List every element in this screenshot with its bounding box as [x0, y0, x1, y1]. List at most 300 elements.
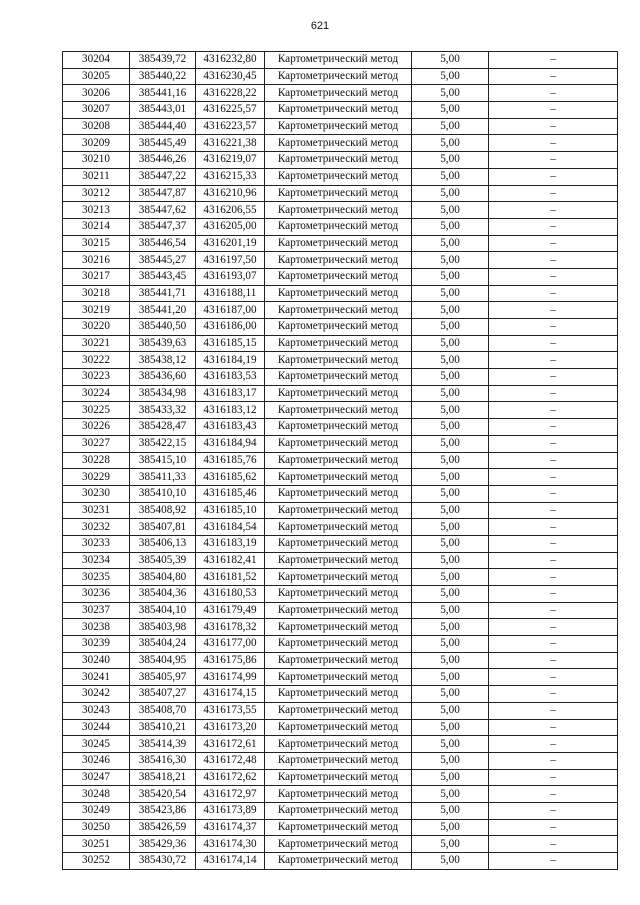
- table-row: [63, 435, 618, 452]
- method-cell: Картометрический метод: [265, 335, 412, 352]
- point-number-cell: 30229: [63, 469, 130, 486]
- description-cell: –: [489, 752, 618, 769]
- accuracy-cell: 5,00: [412, 85, 489, 102]
- point-number-cell: 30231: [63, 502, 130, 519]
- description-cell: –: [489, 202, 618, 219]
- method-cell: Картометрический метод: [265, 469, 412, 486]
- point-number-cell: 30251: [63, 836, 130, 853]
- description-cell: –: [489, 702, 618, 719]
- accuracy-cell: 5,00: [412, 185, 489, 202]
- method-cell: Картометрический метод: [265, 452, 412, 469]
- point-number-cell: 30242: [63, 686, 130, 703]
- method-cell: Картометрический метод: [265, 235, 412, 252]
- method-cell: Картометрический метод: [265, 802, 412, 819]
- point-number-cell: 30218: [63, 285, 130, 302]
- accuracy-cell: 5,00: [412, 602, 489, 619]
- description-cell: –: [489, 352, 618, 369]
- table-row: [63, 102, 618, 119]
- method-cell: Картометрический метод: [265, 68, 412, 85]
- method-cell: Картометрический метод: [265, 636, 412, 653]
- table-row: [63, 168, 618, 185]
- table-row: [63, 802, 618, 819]
- accuracy-cell: 5,00: [412, 235, 489, 252]
- x-coordinate-cell: 385420,54: [130, 786, 196, 803]
- y-coordinate-cell: 4316221,38: [196, 135, 265, 152]
- table-row: [63, 752, 618, 769]
- y-coordinate-cell: 4316182,41: [196, 552, 265, 569]
- point-number-cell: 30243: [63, 702, 130, 719]
- y-coordinate-cell: 4316177,00: [196, 636, 265, 653]
- accuracy-cell: 5,00: [412, 502, 489, 519]
- accuracy-cell: 5,00: [412, 552, 489, 569]
- point-number-cell: 30205: [63, 68, 130, 85]
- table-row: [63, 786, 618, 803]
- description-cell: –: [489, 85, 618, 102]
- point-number-cell: 30206: [63, 85, 130, 102]
- accuracy-cell: 5,00: [412, 385, 489, 402]
- description-cell: –: [489, 68, 618, 85]
- description-cell: –: [489, 569, 618, 586]
- method-cell: Картометрический метод: [265, 302, 412, 319]
- accuracy-cell: 5,00: [412, 168, 489, 185]
- method-cell: Картометрический метод: [265, 118, 412, 135]
- method-cell: Картометрический метод: [265, 736, 412, 753]
- point-number-cell: 30234: [63, 552, 130, 569]
- x-coordinate-cell: 385418,21: [130, 769, 196, 786]
- accuracy-cell: 5,00: [412, 719, 489, 736]
- x-coordinate-cell: 385445,49: [130, 135, 196, 152]
- accuracy-cell: 5,00: [412, 68, 489, 85]
- method-cell: Картометрический метод: [265, 369, 412, 386]
- description-cell: –: [489, 135, 618, 152]
- y-coordinate-cell: 4316187,00: [196, 302, 265, 319]
- y-coordinate-cell: 4316223,57: [196, 118, 265, 135]
- point-number-cell: 30223: [63, 369, 130, 386]
- y-coordinate-cell: 4316178,32: [196, 619, 265, 636]
- table-row: [63, 369, 618, 386]
- description-cell: –: [489, 469, 618, 486]
- point-number-cell: 30241: [63, 669, 130, 686]
- point-number-cell: 30213: [63, 202, 130, 219]
- x-coordinate-cell: 385447,62: [130, 202, 196, 219]
- x-coordinate-cell: 385406,13: [130, 535, 196, 552]
- description-cell: –: [489, 519, 618, 536]
- point-number-cell: 30214: [63, 218, 130, 235]
- method-cell: Картометрический метод: [265, 586, 412, 603]
- y-coordinate-cell: 4316184,19: [196, 352, 265, 369]
- method-cell: Картометрический метод: [265, 102, 412, 119]
- table-row: [63, 669, 618, 686]
- x-coordinate-cell: 385429,36: [130, 836, 196, 853]
- description-cell: –: [489, 319, 618, 336]
- table-row: [63, 335, 618, 352]
- y-coordinate-cell: 4316186,00: [196, 319, 265, 336]
- y-coordinate-cell: 4316173,89: [196, 802, 265, 819]
- accuracy-cell: 5,00: [412, 652, 489, 669]
- y-coordinate-cell: 4316174,14: [196, 853, 265, 870]
- x-coordinate-cell: 385410,10: [130, 485, 196, 502]
- description-cell: –: [489, 185, 618, 202]
- description-cell: –: [489, 402, 618, 419]
- method-cell: Картометрический метод: [265, 519, 412, 536]
- x-coordinate-cell: 385411,33: [130, 469, 196, 486]
- y-coordinate-cell: 4316183,12: [196, 402, 265, 419]
- description-cell: –: [489, 52, 618, 69]
- method-cell: Картометрический метод: [265, 285, 412, 302]
- accuracy-cell: 5,00: [412, 335, 489, 352]
- accuracy-cell: 5,00: [412, 252, 489, 269]
- point-number-cell: 30235: [63, 569, 130, 586]
- accuracy-cell: 5,00: [412, 469, 489, 486]
- table-row: [63, 268, 618, 285]
- y-coordinate-cell: 4316181,52: [196, 569, 265, 586]
- y-coordinate-cell: 4316185,76: [196, 452, 265, 469]
- description-cell: –: [489, 836, 618, 853]
- table-row: [63, 85, 618, 102]
- point-number-cell: 30224: [63, 385, 130, 402]
- y-coordinate-cell: 4316184,54: [196, 519, 265, 536]
- x-coordinate-cell: 385443,45: [130, 268, 196, 285]
- table-row: [63, 452, 618, 469]
- accuracy-cell: 5,00: [412, 619, 489, 636]
- x-coordinate-cell: 385416,30: [130, 752, 196, 769]
- y-coordinate-cell: 4316228,22: [196, 85, 265, 102]
- point-number-cell: 30207: [63, 102, 130, 119]
- x-coordinate-cell: 385446,54: [130, 235, 196, 252]
- table-row: [63, 836, 618, 853]
- accuracy-cell: 5,00: [412, 669, 489, 686]
- x-coordinate-cell: 385436,60: [130, 369, 196, 386]
- point-number-cell: 30221: [63, 335, 130, 352]
- description-cell: –: [489, 535, 618, 552]
- method-cell: Картометрический метод: [265, 168, 412, 185]
- x-coordinate-cell: 385404,80: [130, 569, 196, 586]
- table-row: [63, 185, 618, 202]
- method-cell: Картометрический метод: [265, 602, 412, 619]
- x-coordinate-cell: 385403,98: [130, 619, 196, 636]
- method-cell: Картометрический метод: [265, 669, 412, 686]
- method-cell: Картометрический метод: [265, 702, 412, 719]
- accuracy-cell: 5,00: [412, 769, 489, 786]
- table-row: [63, 319, 618, 336]
- method-cell: Картометрический метод: [265, 202, 412, 219]
- x-coordinate-cell: 385426,59: [130, 819, 196, 836]
- point-number-cell: 30250: [63, 819, 130, 836]
- x-coordinate-cell: 385423,86: [130, 802, 196, 819]
- description-cell: –: [489, 602, 618, 619]
- method-cell: Картометрический метод: [265, 769, 412, 786]
- x-coordinate-cell: 385440,50: [130, 319, 196, 336]
- x-coordinate-cell: 385428,47: [130, 419, 196, 436]
- accuracy-cell: 5,00: [412, 853, 489, 870]
- description-cell: –: [489, 218, 618, 235]
- table-row: [63, 402, 618, 419]
- description-cell: –: [489, 102, 618, 119]
- description-cell: –: [489, 686, 618, 703]
- point-number-cell: 30238: [63, 619, 130, 636]
- table-row: [63, 485, 618, 502]
- description-cell: –: [489, 152, 618, 169]
- description-cell: –: [489, 485, 618, 502]
- method-cell: Картометрический метод: [265, 352, 412, 369]
- x-coordinate-cell: 385439,63: [130, 335, 196, 352]
- table-row: [63, 602, 618, 619]
- y-coordinate-cell: 4316219,07: [196, 152, 265, 169]
- point-number-cell: 30215: [63, 235, 130, 252]
- table-row: [63, 535, 618, 552]
- accuracy-cell: 5,00: [412, 419, 489, 436]
- accuracy-cell: 5,00: [412, 736, 489, 753]
- y-coordinate-cell: 4316230,45: [196, 68, 265, 85]
- description-cell: –: [489, 652, 618, 669]
- accuracy-cell: 5,00: [412, 702, 489, 719]
- y-coordinate-cell: 4316179,49: [196, 602, 265, 619]
- x-coordinate-cell: 385404,95: [130, 652, 196, 669]
- method-cell: Картометрический метод: [265, 619, 412, 636]
- table-row: [63, 819, 618, 836]
- x-coordinate-cell: 385408,70: [130, 702, 196, 719]
- table-row: [63, 702, 618, 719]
- y-coordinate-cell: 4316173,55: [196, 702, 265, 719]
- table-row: [63, 769, 618, 786]
- accuracy-cell: 5,00: [412, 319, 489, 336]
- description-cell: –: [489, 736, 618, 753]
- description-cell: –: [489, 385, 618, 402]
- x-coordinate-cell: 385415,10: [130, 452, 196, 469]
- description-cell: –: [489, 285, 618, 302]
- accuracy-cell: 5,00: [412, 485, 489, 502]
- x-coordinate-cell: 385443,01: [130, 102, 196, 119]
- point-number-cell: 30227: [63, 435, 130, 452]
- description-cell: –: [489, 118, 618, 135]
- method-cell: Картометрический метод: [265, 502, 412, 519]
- y-coordinate-cell: 4316185,46: [196, 485, 265, 502]
- accuracy-cell: 5,00: [412, 152, 489, 169]
- x-coordinate-cell: 385444,40: [130, 118, 196, 135]
- table-row: [63, 853, 618, 870]
- table-row: [63, 419, 618, 436]
- method-cell: Картометрический метод: [265, 853, 412, 870]
- point-number-cell: 30216: [63, 252, 130, 269]
- accuracy-cell: 5,00: [412, 352, 489, 369]
- point-number-cell: 30220: [63, 319, 130, 336]
- x-coordinate-cell: 385408,92: [130, 502, 196, 519]
- description-cell: –: [489, 252, 618, 269]
- accuracy-cell: 5,00: [412, 452, 489, 469]
- table-row: [63, 252, 618, 269]
- y-coordinate-cell: 4316193,07: [196, 268, 265, 285]
- x-coordinate-cell: 385407,27: [130, 686, 196, 703]
- table-row: [63, 469, 618, 486]
- y-coordinate-cell: 4316205,00: [196, 218, 265, 235]
- point-number-cell: 30209: [63, 135, 130, 152]
- accuracy-cell: 5,00: [412, 686, 489, 703]
- point-number-cell: 30233: [63, 535, 130, 552]
- method-cell: Картометрический метод: [265, 319, 412, 336]
- accuracy-cell: 5,00: [412, 752, 489, 769]
- method-cell: Картометрический метод: [265, 535, 412, 552]
- table-row: [63, 218, 618, 235]
- table-row: [63, 68, 618, 85]
- y-coordinate-cell: 4316174,99: [196, 669, 265, 686]
- table-row: [63, 686, 618, 703]
- point-number-cell: 30210: [63, 152, 130, 169]
- method-cell: Картометрический метод: [265, 402, 412, 419]
- description-cell: –: [489, 769, 618, 786]
- table-row: [63, 502, 618, 519]
- y-coordinate-cell: 4316172,61: [196, 736, 265, 753]
- x-coordinate-cell: 385445,27: [130, 252, 196, 269]
- y-coordinate-cell: 4316185,10: [196, 502, 265, 519]
- table-row: [63, 285, 618, 302]
- method-cell: Картометрический метод: [265, 252, 412, 269]
- x-coordinate-cell: 385414,39: [130, 736, 196, 753]
- method-cell: Картометрический метод: [265, 52, 412, 69]
- method-cell: Картометрический метод: [265, 786, 412, 803]
- x-coordinate-cell: 385441,71: [130, 285, 196, 302]
- x-coordinate-cell: 385441,16: [130, 85, 196, 102]
- accuracy-cell: 5,00: [412, 302, 489, 319]
- point-number-cell: 30222: [63, 352, 130, 369]
- point-number-cell: 30239: [63, 636, 130, 653]
- point-number-cell: 30230: [63, 485, 130, 502]
- table-row: [63, 385, 618, 402]
- accuracy-cell: 5,00: [412, 218, 489, 235]
- description-cell: –: [489, 268, 618, 285]
- method-cell: Картометрический метод: [265, 419, 412, 436]
- method-cell: Картометрический метод: [265, 185, 412, 202]
- table-row: [63, 736, 618, 753]
- y-coordinate-cell: 4316215,33: [196, 168, 265, 185]
- table-row: [63, 652, 618, 669]
- table-row: [63, 552, 618, 569]
- method-cell: Картометрический метод: [265, 836, 412, 853]
- accuracy-cell: 5,00: [412, 836, 489, 853]
- description-cell: –: [489, 335, 618, 352]
- y-coordinate-cell: 4316174,15: [196, 686, 265, 703]
- point-number-cell: 30237: [63, 602, 130, 619]
- accuracy-cell: 5,00: [412, 102, 489, 119]
- accuracy-cell: 5,00: [412, 268, 489, 285]
- x-coordinate-cell: 385446,26: [130, 152, 196, 169]
- point-number-cell: 30247: [63, 769, 130, 786]
- y-coordinate-cell: 4316183,43: [196, 419, 265, 436]
- table-row: [63, 202, 618, 219]
- method-cell: Картометрический метод: [265, 385, 412, 402]
- method-cell: Картометрический метод: [265, 85, 412, 102]
- accuracy-cell: 5,00: [412, 819, 489, 836]
- y-coordinate-cell: 4316183,19: [196, 535, 265, 552]
- method-cell: Картометрический метод: [265, 719, 412, 736]
- method-cell: Картометрический метод: [265, 135, 412, 152]
- x-coordinate-cell: 385438,12: [130, 352, 196, 369]
- table-row: [63, 302, 618, 319]
- x-coordinate-cell: 385405,97: [130, 669, 196, 686]
- x-coordinate-cell: 385404,10: [130, 602, 196, 619]
- x-coordinate-cell: 385447,22: [130, 168, 196, 185]
- description-cell: –: [489, 819, 618, 836]
- x-coordinate-cell: 385430,72: [130, 853, 196, 870]
- y-coordinate-cell: 4316175,86: [196, 652, 265, 669]
- method-cell: Картометрический метод: [265, 435, 412, 452]
- method-cell: Картометрический метод: [265, 218, 412, 235]
- table-row: [63, 118, 618, 135]
- point-number-cell: 30212: [63, 185, 130, 202]
- point-number-cell: 30204: [63, 52, 130, 69]
- y-coordinate-cell: 4316210,96: [196, 185, 265, 202]
- point-number-cell: 30249: [63, 802, 130, 819]
- point-number-cell: 30232: [63, 519, 130, 536]
- description-cell: –: [489, 452, 618, 469]
- x-coordinate-cell: 385439,72: [130, 52, 196, 69]
- description-cell: –: [489, 419, 618, 436]
- y-coordinate-cell: 4316183,53: [196, 369, 265, 386]
- method-cell: Картометрический метод: [265, 652, 412, 669]
- accuracy-cell: 5,00: [412, 135, 489, 152]
- method-cell: Картометрический метод: [265, 569, 412, 586]
- table-row: [63, 636, 618, 653]
- description-cell: –: [489, 719, 618, 736]
- accuracy-cell: 5,00: [412, 118, 489, 135]
- point-number-cell: 30226: [63, 419, 130, 436]
- description-cell: –: [489, 636, 618, 653]
- description-cell: –: [489, 802, 618, 819]
- description-cell: –: [489, 786, 618, 803]
- accuracy-cell: 5,00: [412, 786, 489, 803]
- point-number-cell: 30240: [63, 652, 130, 669]
- x-coordinate-cell: 385441,20: [130, 302, 196, 319]
- table-row: [63, 235, 618, 252]
- accuracy-cell: 5,00: [412, 369, 489, 386]
- table-row: [63, 352, 618, 369]
- accuracy-cell: 5,00: [412, 586, 489, 603]
- x-coordinate-cell: 385447,37: [130, 218, 196, 235]
- table-row: [63, 586, 618, 603]
- accuracy-cell: 5,00: [412, 285, 489, 302]
- description-cell: –: [489, 619, 618, 636]
- point-number-cell: 30208: [63, 118, 130, 135]
- point-number-cell: 30248: [63, 786, 130, 803]
- y-coordinate-cell: 4316172,48: [196, 752, 265, 769]
- y-coordinate-cell: 4316201,19: [196, 235, 265, 252]
- description-cell: –: [489, 853, 618, 870]
- y-coordinate-cell: 4316183,17: [196, 385, 265, 402]
- description-cell: –: [489, 502, 618, 519]
- x-coordinate-cell: 385440,22: [130, 68, 196, 85]
- y-coordinate-cell: 4316184,94: [196, 435, 265, 452]
- table-row: [63, 619, 618, 636]
- method-cell: Картометрический метод: [265, 485, 412, 502]
- y-coordinate-cell: 4316172,97: [196, 786, 265, 803]
- description-cell: –: [489, 302, 618, 319]
- table-row: [63, 52, 618, 69]
- description-cell: –: [489, 669, 618, 686]
- method-cell: Картометрический метод: [265, 268, 412, 285]
- x-coordinate-cell: 385434,98: [130, 385, 196, 402]
- description-cell: –: [489, 235, 618, 252]
- accuracy-cell: 5,00: [412, 519, 489, 536]
- point-number-cell: 30211: [63, 168, 130, 185]
- method-cell: Картометрический метод: [265, 552, 412, 569]
- y-coordinate-cell: 4316197,50: [196, 252, 265, 269]
- x-coordinate-cell: 385447,87: [130, 185, 196, 202]
- point-number-cell: 30236: [63, 586, 130, 603]
- x-coordinate-cell: 385433,32: [130, 402, 196, 419]
- accuracy-cell: 5,00: [412, 202, 489, 219]
- point-number-cell: 30252: [63, 853, 130, 870]
- accuracy-cell: 5,00: [412, 636, 489, 653]
- y-coordinate-cell: 4316174,30: [196, 836, 265, 853]
